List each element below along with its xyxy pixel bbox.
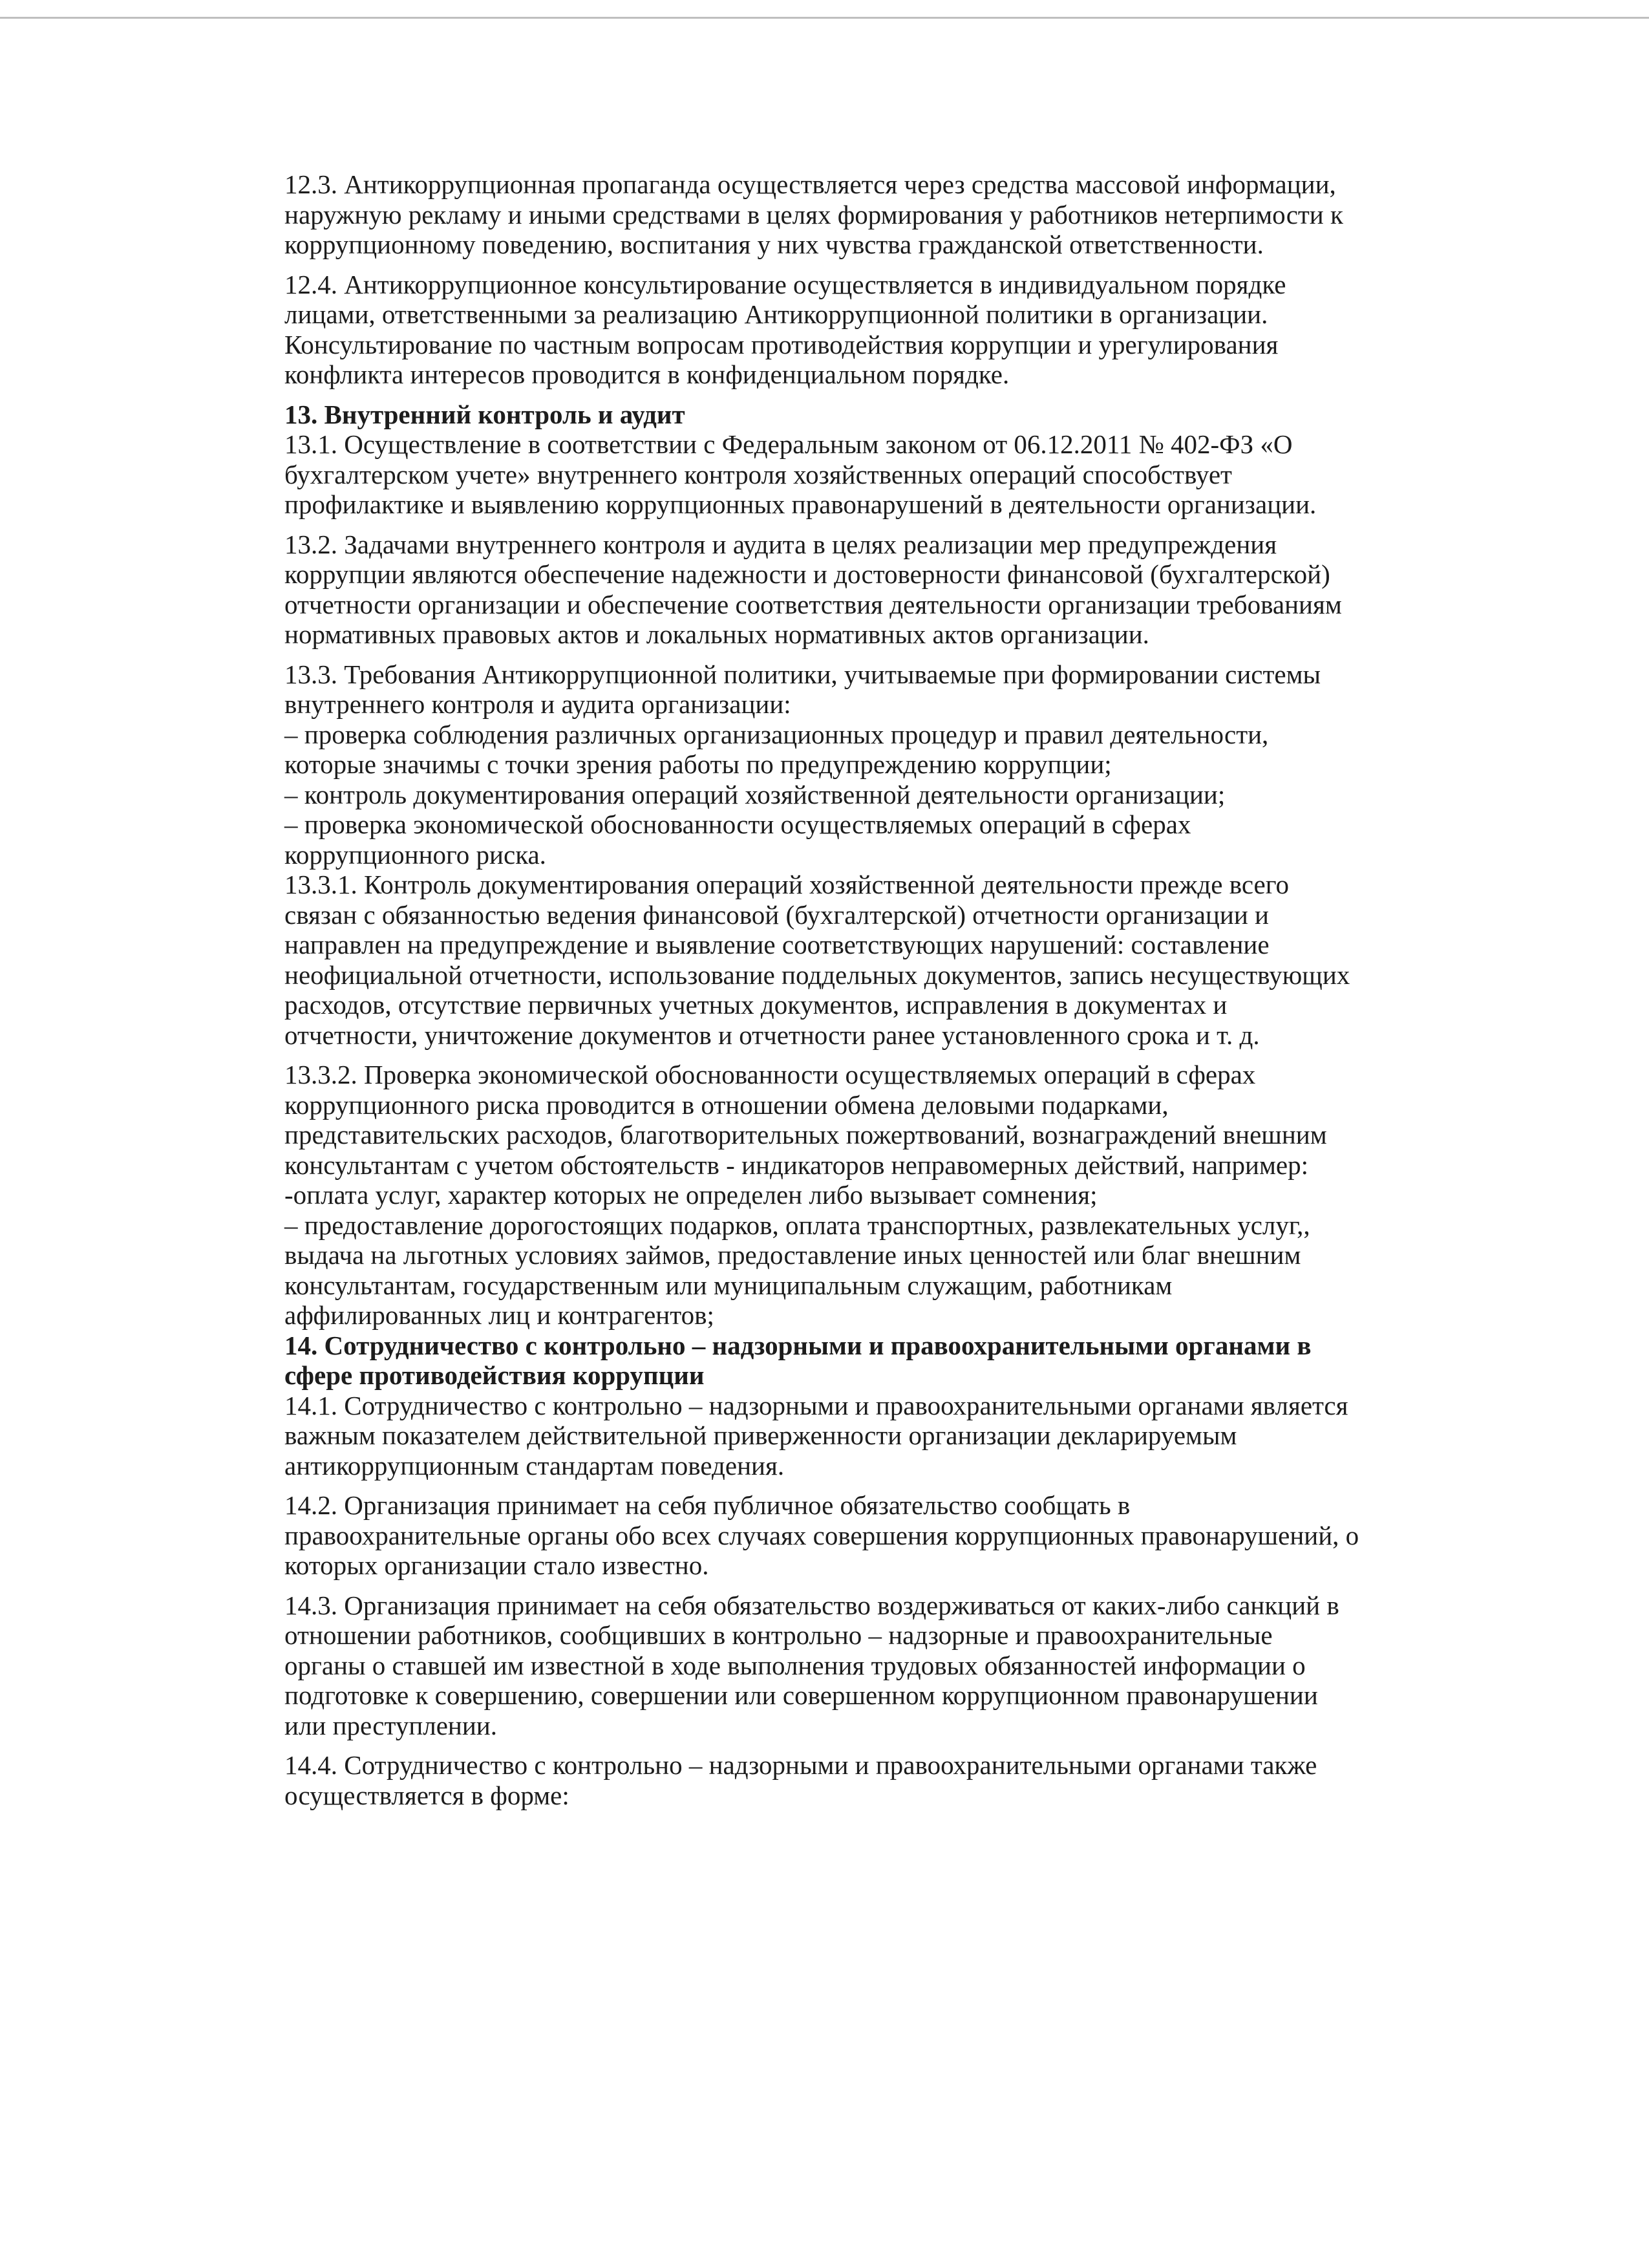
- text-line: аффилированных лиц и контрагентов;: [284, 1300, 714, 1330]
- text-line: – проверка экономической обоснованности осуществляемых операций в сферах: [284, 809, 1191, 839]
- text-line: нормативных правовых актов и локальных нормативных актов организации.: [284, 619, 1149, 649]
- text-line: консультантам, государственным или муниципальным служащим, работникам: [284, 1270, 1173, 1300]
- text-line: бухгалтерском учете» внутреннего контроля хозяйственных операций способствует: [284, 459, 1232, 489]
- text-line: антикоррупционным стандартам поведения.: [284, 1450, 785, 1481]
- text-line: – проверка соблюдения различных организационных процедур и правил деятельности,: [284, 719, 1269, 749]
- paragraph: [284, 659, 1532, 870]
- text-line: коррупционного риска проводится в отношении обмена деловыми подарками,: [284, 1089, 1169, 1120]
- text-line: 13.3. Требования Антикоррупционной политики, учитываемые при формировании системы: [284, 659, 1321, 689]
- text-line: коррупционному поведению, воспитания у них чувства гражданской ответственности.: [284, 230, 1264, 259]
- text-line: лицами, ответственными за реализацию Антикоррупционной политики в организации.: [284, 299, 1268, 329]
- paragraph: [284, 270, 1532, 390]
- text-line: внутреннего контроля и аудита организации:: [284, 689, 791, 719]
- text-line: расходов, отсутствие первичных учетных документов, исправления в документах и: [284, 990, 1228, 1020]
- text-line: выдача на льготных условиях займов, предоставление иных ценностей или благ внешним: [284, 1240, 1301, 1270]
- text-line: которых организации стало известно.: [284, 1550, 709, 1580]
- text-line: наружную рекламу и иными средствами в целях формирования у работников нетерпимости к: [284, 199, 1343, 230]
- text-line: отчетности, уничтожение документов и отчетности ранее установленного срока и т. д.: [284, 1020, 1260, 1050]
- text-line: 13.1. Осуществление в соответствии с Федеральным законом от 06.12.2011 № 402-ФЗ «О: [284, 429, 1293, 459]
- text-line: 14. Сотрудничество с контрольно – надзорными и правоохранительными органами в: [284, 1330, 1312, 1360]
- text-line: 12.4. Антикоррупционное консультирование осуществляется в индивидуальном порядке: [284, 269, 1286, 299]
- paragraph: [284, 1490, 1532, 1581]
- paragraph: [284, 1391, 1532, 1481]
- text-line: – контроль документирования операций хозяйственной деятельности организации;: [284, 779, 1226, 809]
- paragraph: [284, 169, 1532, 260]
- paragraph: [284, 870, 1532, 1050]
- paragraph: [284, 530, 1532, 650]
- text-line: представительских расходов, благотворительных пожертвований, вознаграждений внешним: [284, 1120, 1327, 1150]
- text-line: неофициальной отчетности, использование поддельных документов, запись несуществующих: [284, 959, 1350, 990]
- text-line: 13.3.2. Проверка экономической обоснованности осуществляемых операций в сферах: [284, 1060, 1256, 1089]
- text-line: профилактике и выявлению коррупционных правонарушений в деятельности организации.: [284, 489, 1317, 519]
- text-line: подготовке к совершению, совершении или совершенном коррупционном правонарушении: [284, 1680, 1318, 1710]
- document-body: [284, 169, 1532, 1820]
- text-line: которые значимы с точки зрения работы по предупреждению коррупции;: [284, 749, 1112, 779]
- text-line: осуществляется в форме:: [284, 1780, 569, 1810]
- paragraph: [284, 1750, 1532, 1810]
- text-line: 14.1. Сотрудничество с контрольно – надзорными и правоохранительными органами является: [284, 1390, 1348, 1420]
- text-line: – предоставление дорогостоящих подарков, оплата транспортных, развлекательных услуг,,: [284, 1210, 1310, 1240]
- paragraph: [284, 1590, 1532, 1741]
- text-line: связан с обязанностью ведения финансовой (бухгалтерской) отчетности организации и: [284, 899, 1269, 930]
- text-line: 14.3. Организация принимает на себя обязательство воздерживаться от каких-либо санкций в: [284, 1590, 1339, 1620]
- text-line: 13. Внутренний контроль и аудит: [284, 399, 685, 429]
- text-line: -оплата услуг, характер которых не определен либо вызывает сомнения;: [284, 1180, 1098, 1210]
- text-line: 14.2. Организация принимает на себя публичное обязательство сообщать в: [284, 1490, 1131, 1520]
- text-line: 13.2. Задачами внутреннего контроля и аудита в целях реализации мер предупреждения: [284, 529, 1277, 559]
- text-line: коррупции являются обеспечение надежности и достоверности финансовой (бухгалтерской): [284, 559, 1330, 589]
- scan-edge-line: [0, 17, 1649, 19]
- text-line: 13.3.1. Контроль документирования операций хозяйственной деятельности прежде всего: [284, 870, 1290, 899]
- text-line: консультантам с учетом обстоятельств - индикаторов неправомерных действий, например:: [284, 1150, 1309, 1180]
- text-line: 14.4. Сотрудничество с контрольно – надзорными и правоохранительными органами также: [284, 1750, 1317, 1780]
- text-line: важным показателем действительной приверженности организации декларируемым: [284, 1420, 1237, 1450]
- text-line: отчетности организации и обеспечение соответствия деятельности организации требованиям: [284, 589, 1342, 619]
- text-line: правоохранительные органы обо всех случаях совершения коррупционных правонарушений, о: [284, 1520, 1359, 1550]
- text-line: или преступлении.: [284, 1710, 498, 1740]
- text-line: органы о ставшей им известной в ходе выполнения трудовых обязанностей информации о: [284, 1650, 1306, 1680]
- section-heading: [284, 400, 1532, 430]
- paragraph: [284, 429, 1532, 520]
- text-line: коррупционного риска.: [284, 839, 546, 870]
- paragraph: [284, 1060, 1532, 1331]
- text-line: Консультирование по частным вопросам противодействия коррупции и урегулирования: [284, 329, 1279, 359]
- text-line: направлен на предупреждение и выявление соответствующих нарушений: составление: [284, 930, 1270, 959]
- section-heading: [284, 1331, 1532, 1391]
- text-line: отношении работников, сообщивших в контрольно – надзорные и правоохранительные: [284, 1620, 1273, 1650]
- text-line: сфере противодействия коррупции: [284, 1360, 705, 1390]
- text-line: 12.3. Антикоррупционная пропаганда осуществляется через средства массовой информации,: [284, 169, 1336, 199]
- text-line: конфликта интересов проводится в конфиденциальном порядке.: [284, 359, 1010, 389]
